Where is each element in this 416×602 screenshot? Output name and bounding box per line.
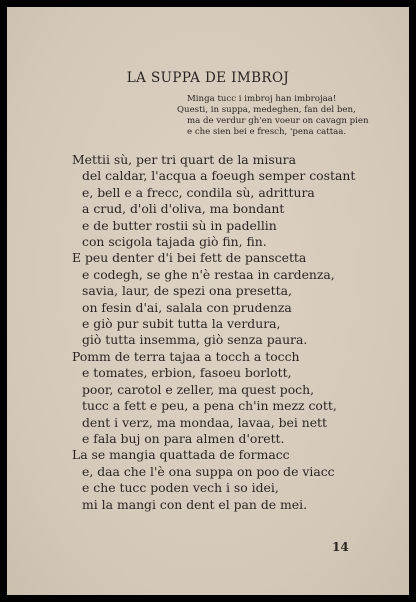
epigraph-line: Minga tucc i imbroj han imbrojaa! [187,94,337,104]
poem-line: savia, laur, de spezi ona presetta, [82,283,292,299]
poem-line: e, daa che l'è ona suppa on poo de viacc [82,463,335,479]
epigraph [177,94,368,138]
poem-line: mi la mangi con dent el pan de mei. [82,496,308,512]
poem-line: E peu denter d'i bei fett de panscetta [72,250,307,266]
poem-line: e tomates, erbion, fasoeu borlott, [82,365,292,381]
poem-body [72,152,355,513]
poem-line: del caldar, l'acqua a foeugh semper costant [82,168,356,184]
poem-line: tucc a fett e peu, a pena ch'in mezz cott, [82,398,337,414]
poem-line: dent i verz, ma mondaa, lavaa, bei nett [82,414,328,430]
poem-line: Mettii sù, per tri quart de la misura [72,152,296,167]
poem-line: con scigola tajada giò fin, fin. [82,234,267,250]
book-page [7,7,409,595]
poem-line: Pomm de terra tajaa a tocch a tocch [72,348,300,364]
poem-line: La se mangia quattada de formacc [72,447,290,463]
poem-line: on fesin d'ai, salala con prudenza [82,299,292,315]
poem-line: e, bell e a frecc, condila sù, adrittura [82,184,315,200]
poem-line: e giò pur subit tutta la verdura, [82,316,281,332]
poem-title: LA SUPPA DE IMBROJ [126,70,290,86]
poem-line: a crud, d'oli d'oliva, ma bondant [82,201,285,217]
poem-line: e de butter rostii sù in padellin [82,217,277,233]
epigraph-line: Questi, in suppa, medeghen, fan del ben, [177,105,356,115]
poem-line: giò tutta insemma, giò senza paura. [82,332,308,348]
poem-line: e che tucc poden vech i so idei, [82,480,279,496]
poem-line: e codegh, se ghe n'è restaa in cardenza, [82,266,335,282]
page-number: 14 [332,540,349,554]
poem-line: e fala buj on para almen d'orett. [82,430,285,446]
epigraph-line: e che sien bei e fresch, 'pena cattaa. [187,127,347,137]
epigraph-line: ma de verdur gh'en voeur on cavagn pien [187,116,369,126]
poem-line: poor, carotol e zeller, ma quest poch, [82,381,315,397]
